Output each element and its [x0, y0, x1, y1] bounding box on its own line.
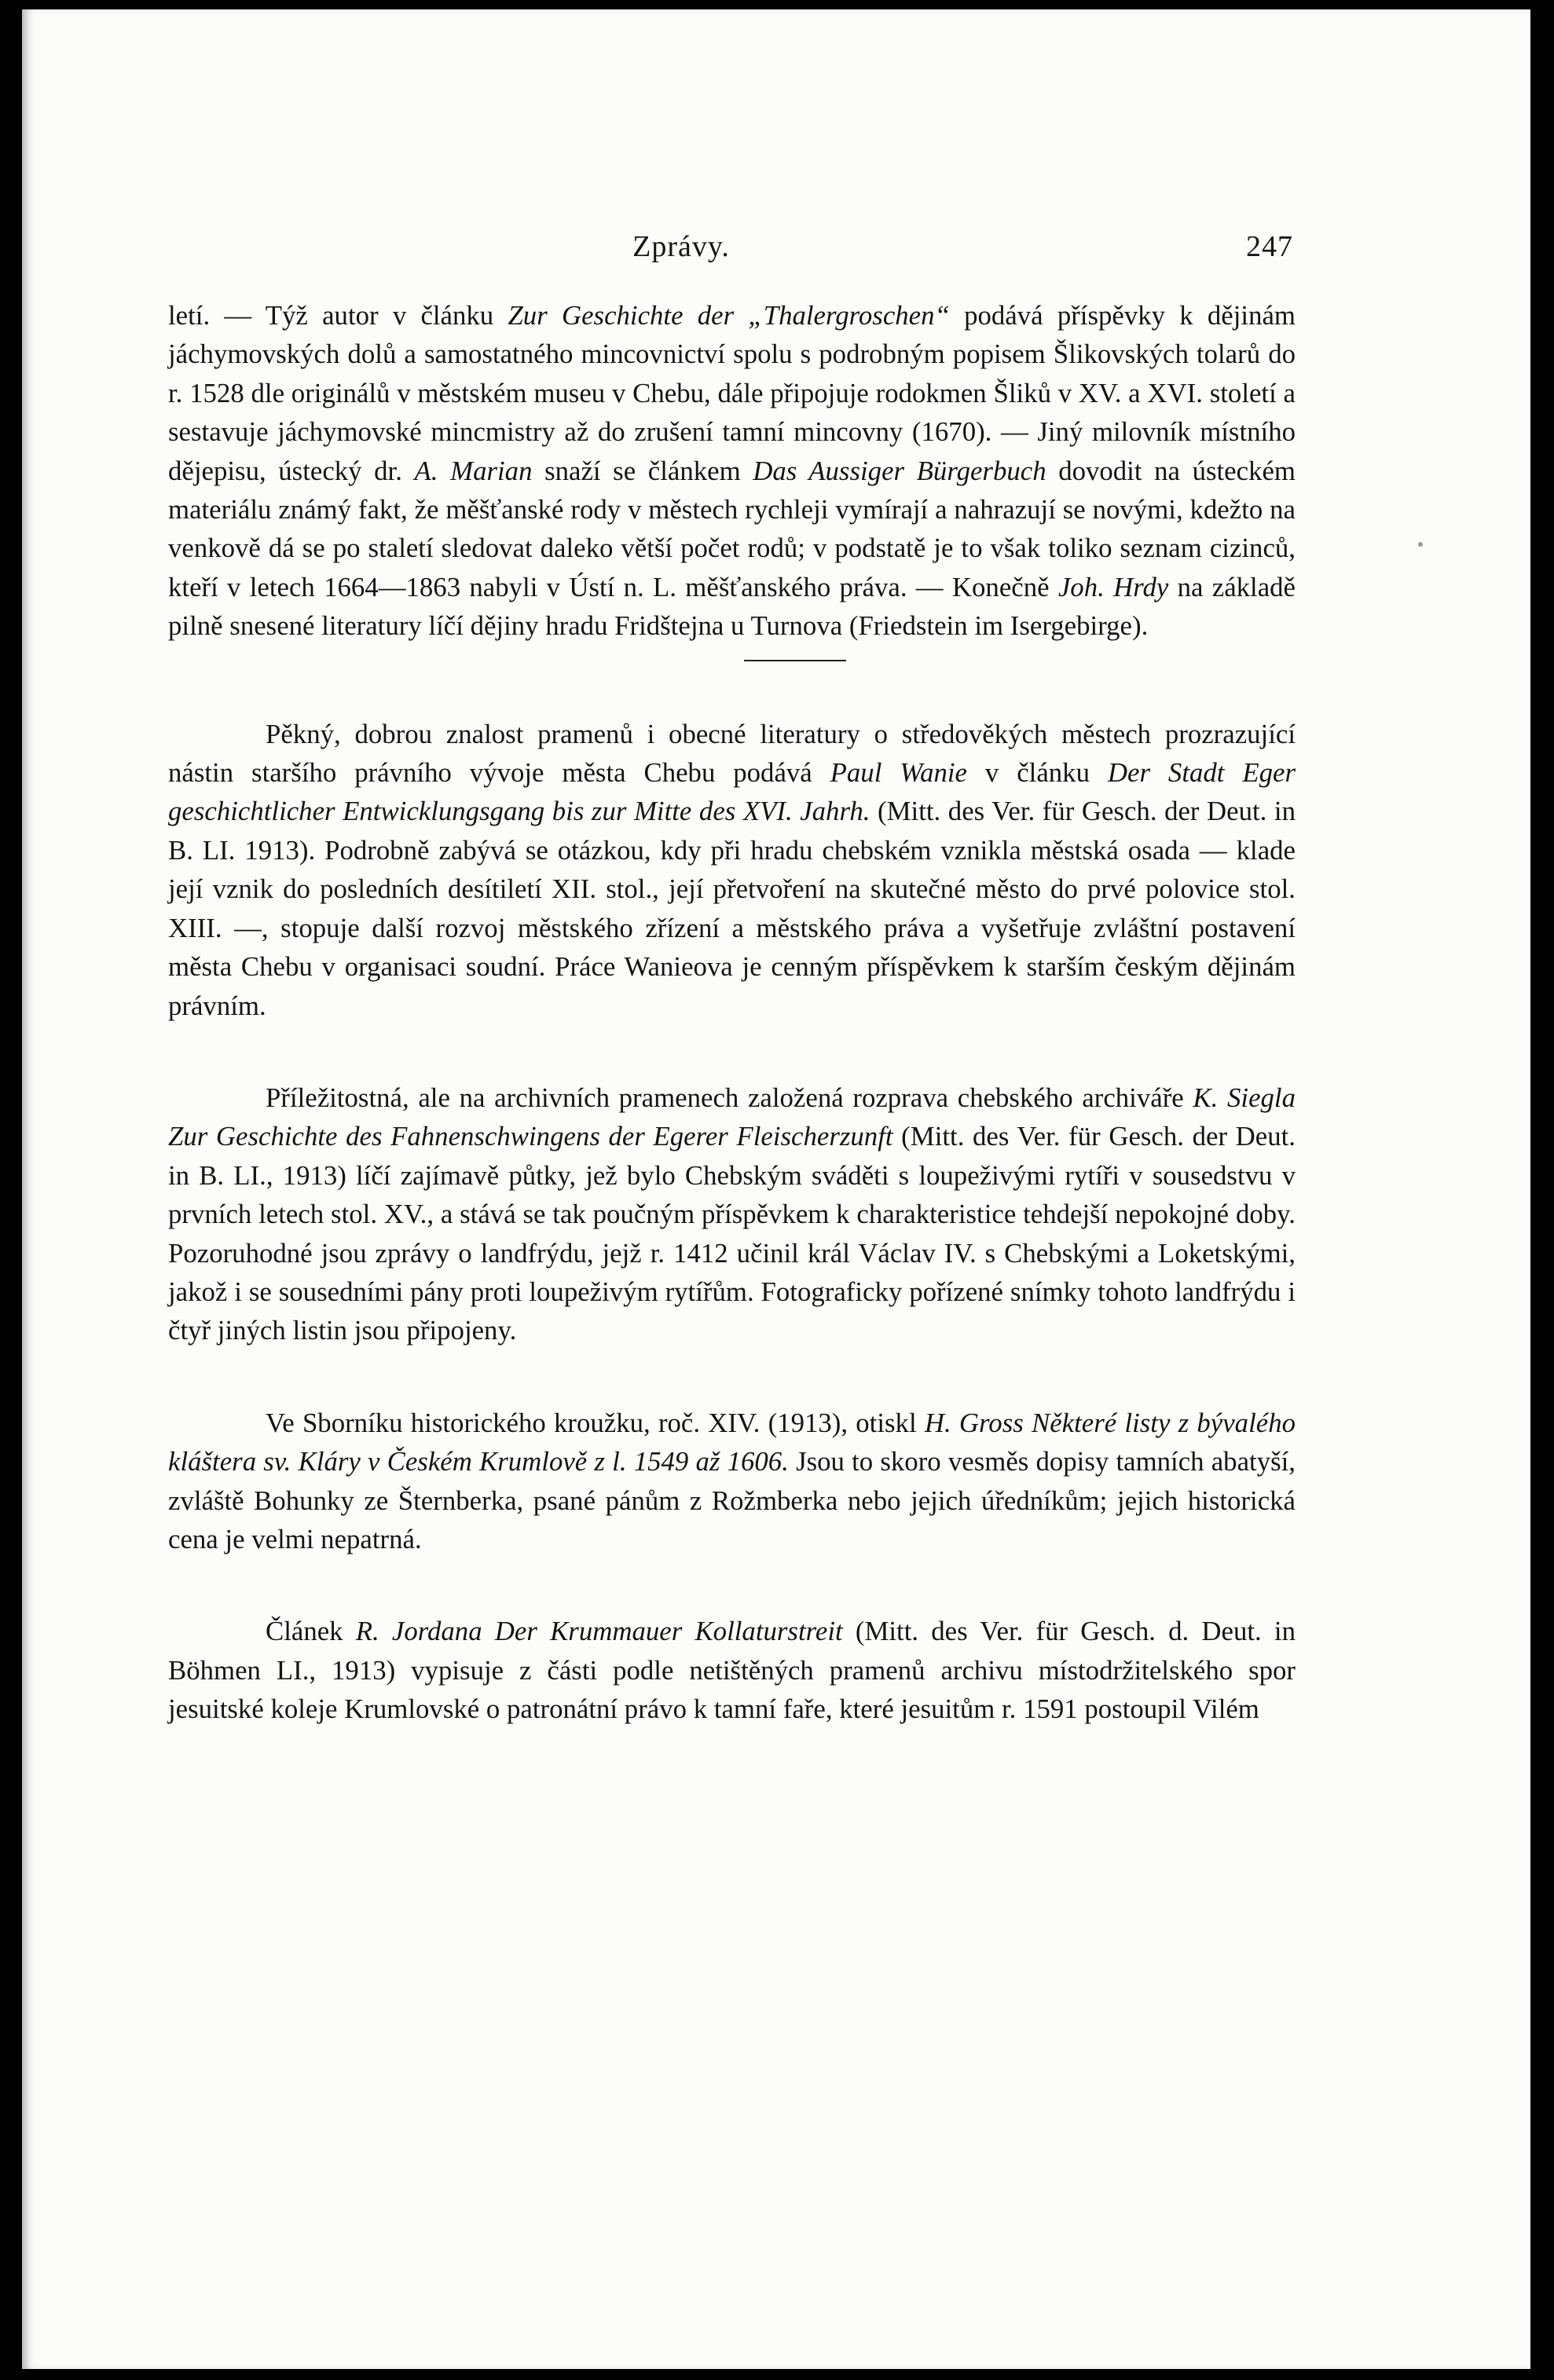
text-run: snaží se článkem	[532, 455, 753, 486]
italic-run: Zur Geschichte der „Thalergroschen“	[508, 300, 950, 331]
paragraph-5	[168, 1612, 1296, 1728]
ink-speck	[1418, 542, 1423, 547]
page-number: 247	[1246, 230, 1293, 263]
paragraph-2	[168, 715, 1296, 1025]
italic-run: K. Siegla Zur Geschichte des Fahnenschwingens der Egerer Fleischerzunft	[168, 1082, 1296, 1152]
text-run: Článek	[266, 1616, 356, 1647]
book-page	[22, 9, 1530, 2369]
text-run: Jsou to skoro vesměs dopisy tamních abatyší, zvláště Bohunky ze Šternberka, psané pánům z Rožmberka nebo jejich úředníkům; jejich historická cena je velmi nepatrná.	[168, 1446, 1296, 1554]
italic-run: H. Gross Některé listy z bývalého kláštera sv. Kláry v Českém Krumlově z l. 1549 až 1606.	[168, 1407, 1296, 1477]
text-run: podává příspěvky k dějinám jáchymovských dolů a samostatného mincovnictví spolu s podrobným popisem Šlikovských tolarů do r. 1528 dle originálů v městském museu v Chebu, dále připojuje rodokmen Šliků v XV. a XVI. století a sestavuje jáchymovské mincmistry až do zrušení tamní mincovny (1670). — Jiný milovník místního dějepisu, ústecký dr.	[168, 300, 1296, 486]
italic-run: Der Stadt Eger geschichtlicher Entwicklungsgang bis zur Mitte des XVI. Jahrh.	[168, 757, 1296, 827]
text-run: Pěkný, dobrou znalost pramenů i obecné literatury o středověkých městech prozrazující nástin staršího právního vývoje města Chebu podává	[168, 718, 1296, 789]
paragraph-1	[168, 296, 1296, 646]
text-run: Ve Sborníku historického kroužku, roč. XIV. (1913), otiskl	[266, 1407, 925, 1438]
text-run: dovodit na ústeckém materiálu známý fakt, že měšťanské rody v městech rychleji vymírají a nahrazují se novými, kdežto na venkově dá se po staletí sledovat daleko větší počet rodů; v podstatě je to však toliko seznam cizinců, kteří v letech 1664—1863 nabyli v Ústí n. L. měšťanského práva. — Konečně	[168, 455, 1296, 602]
section-separator	[744, 660, 846, 661]
text-run: v článku	[967, 757, 1108, 789]
running-title: Zprávy.	[632, 230, 730, 263]
text-run: letí. — Týž autor v článku	[168, 300, 508, 331]
text-run: (Mitt. des Ver. für Gesch. der Deut. in B. LI., 1913) líčí zajímavě půtky, jež bylo Chebským sváděti s loupeživými rytíři v sousedstvu v prvních letech stol. XV., a stává se tak poučným příspěvkem k charakteristice tehdejší nepokojné doby. Pozoruhodné jsou zprávy o landfrýdu, jejž r. 1412 učinil král Václav IV. s Chebskými a Loketskými, jakož i se sousedními pány proti loupeživým rytířům. Fotograficky pořízené snímky tohoto landfrýdu i čtyř jiných listin jsou připojeny.	[168, 1121, 1296, 1346]
italic-run: A. Marian	[414, 455, 533, 486]
italic-run: Das Aussiger Bürgerbuch	[753, 455, 1046, 486]
italic-run: R. Jordana Der Krummauer Kollaturstreit	[355, 1616, 843, 1647]
running-head	[22, 229, 1530, 276]
text-run: Příležitostná, ale na archivních pramenech založená rozprava chebského archiváře	[266, 1082, 1193, 1113]
text-run: na základě pilně snesené literatury líčí dějiny hradu Fridštejna u Turnova (Friedstein im Isergebirge).	[168, 571, 1296, 642]
paragraph-3	[168, 1078, 1296, 1350]
paragraph-4	[168, 1404, 1296, 1559]
italic-run: Paul Wanie	[830, 757, 967, 789]
italic-run: Joh. Hrdy	[1057, 571, 1169, 602]
body-text	[168, 296, 1296, 1729]
text-run: (Mitt. des Ver. für Gesch. der Deut. in B. LI. 1913). Podrobně zabývá se otázkou, kdy při hradu chebském vznikla městská osada — klade její vznik do posledních desítiletí XII. stol., její přetvoření na skutečné město do prvé polovice stol. XIII. —, stopuje další rozvoj městského zřízení a městského práva a vyšetřuje zvláštní postavení města Chebu v organisaci soudní. Práce Wanieova je cenným příspěvkem k starším českým dějinám právním.	[168, 796, 1296, 1021]
text-run: (Mitt. des Ver. für Gesch. d. Deut. in Böhmen LI., 1913) vypisuje z části podle netištěných pramenů archivu místodržitelského spor jesuitské koleje Krumlovské o patronátní právo k tamní faře, které jesuitům r. 1591 postoupil Vilém	[168, 1616, 1296, 1725]
